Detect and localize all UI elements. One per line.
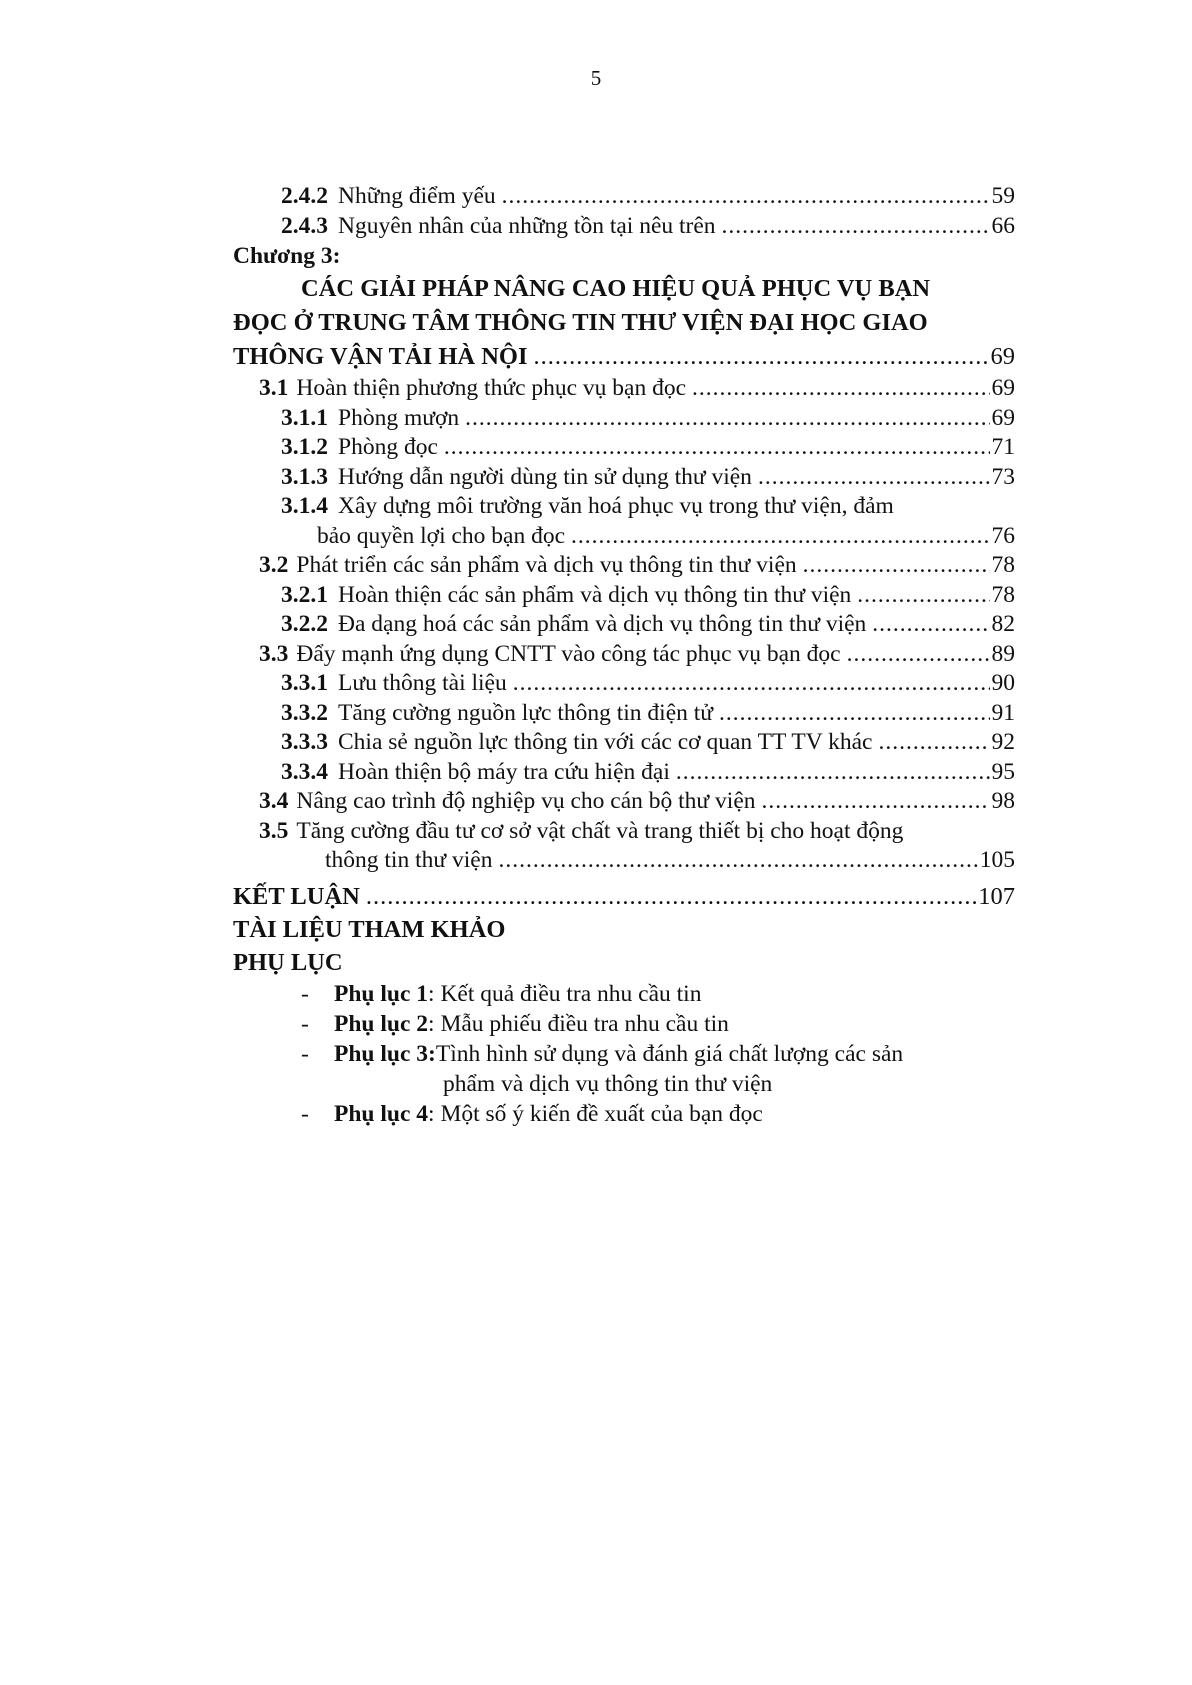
toc-entry-page: 78 (991, 552, 1015, 578)
appendix-label: Phụ lục 2 (334, 1010, 429, 1037)
toc-entry-title: Phòng mượn (338, 404, 460, 431)
toc-entry-title: KẾT LUẬN (233, 882, 360, 910)
appendix-item-1[interactable] (233, 979, 1015, 1009)
toc-entry-number: 2.4.2 (281, 183, 328, 209)
chapter-title-last: THÔNG VẬN TẢI HÀ NỘI (233, 343, 528, 370)
dot-leader (847, 640, 990, 670)
toc-entry-number: 2.4.3 (281, 212, 328, 239)
toc-entry-number: 3.2 (259, 552, 289, 578)
dot-leader (857, 581, 989, 611)
toc-entry-title-cont: bảo quyền lợi cho bạn đọc (317, 522, 566, 549)
appendix-separator: : (428, 1010, 441, 1037)
dot-leader (878, 728, 989, 758)
appendix-item-2[interactable] (233, 1009, 1015, 1039)
list-bullet: - (301, 1100, 309, 1127)
toc-entry-title: Đa dạng hoá các sản phẩm và dịch vụ thông tin thư viện (338, 611, 867, 637)
toc-entry-3-1-2[interactable] (233, 433, 1015, 463)
toc-entry-page: 91 (991, 699, 1015, 726)
toc-entry-page: 69 (990, 343, 1015, 370)
appendix-text: Kết quả điều tra nhu cầu tin (440, 980, 702, 1007)
toc-entry-number: 3.3.2 (281, 699, 328, 726)
appendix-label: Phụ lục 4 (334, 1100, 429, 1127)
toc-entry-3-2[interactable] (233, 551, 1015, 581)
toc-entry-title: Tăng cường đầu tư cơ sở vật chất và trang thiết bị cho hoạt động (296, 817, 904, 844)
toc-entry-3-2-2[interactable] (233, 610, 1015, 640)
toc-entry-title: Tăng cường nguồn lực thông tin điện tử (338, 699, 714, 726)
toc-entry-page: 89 (991, 640, 1015, 667)
toc-entry-number: 3.3.1 (281, 670, 328, 696)
toc-entry-page: 105 (979, 847, 1015, 873)
toc-entry-page: 59 (991, 183, 1015, 209)
toc-entry-page: 66 (991, 212, 1015, 239)
toc-entry-number: 3.3 (259, 640, 289, 667)
toc-entry-2-4-2[interactable] (233, 182, 1015, 212)
toc-entry-number: 3.4 (259, 788, 289, 814)
toc-entry-page: 69 (991, 375, 1015, 401)
toc-entry-title: Phòng đọc (338, 434, 438, 460)
chapter-title[interactable] (233, 272, 1015, 374)
toc-entry-title: Những điểm yếu (338, 183, 496, 209)
table-of-contents (233, 182, 1015, 1129)
dot-leader (498, 846, 977, 876)
toc-entry-3-1-4[interactable] (233, 492, 1015, 551)
appendix-label: Phụ lục 1 (334, 980, 429, 1007)
toc-entry-3-3[interactable] (233, 640, 1015, 670)
toc-entry-page: 90 (991, 670, 1015, 696)
toc-entry-page: 82 (991, 611, 1015, 637)
toc-entry-title: Hoàn thiện bộ máy tra cứu hiện đại (338, 758, 670, 785)
appendix-label: Phụ lục 3: (334, 1040, 436, 1067)
toc-entry-line-1 (233, 817, 1015, 847)
dot-leader (534, 340, 989, 374)
toc-entry-title: Hoàn thiện các sản phẩm và dịch vụ thông tin thư viện (338, 581, 852, 608)
dot-leader (571, 522, 989, 552)
toc-entry-title: Chia sẻ nguồn lực thông tin với các cơ quan TT TV khác (338, 729, 873, 755)
dot-leader (366, 880, 976, 913)
toc-entry-title: Hướng dẫn người dùng tin sử dụng thư viện (338, 463, 752, 490)
toc-entry-page: 69 (991, 404, 1015, 431)
toc-entry-title: Nâng cao trình độ nghiệp vụ cho cán bộ thư viện (296, 788, 756, 814)
toc-entry-number: 3.1.3 (281, 463, 328, 490)
appendix-text: Mẫu phiếu điều tra nhu cầu tin (440, 1010, 729, 1037)
toc-entry-number: 3.1.4 (281, 493, 328, 519)
appendix-text: Một số ý kiến đề xuất của bạn đọc (440, 1100, 763, 1127)
toc-entry-line-2 (233, 522, 1015, 552)
dot-leader (758, 463, 990, 493)
dot-leader (676, 758, 990, 788)
toc-entry-3-3-4[interactable] (233, 758, 1015, 788)
toc-entry-number: 3.1 (259, 375, 289, 401)
chapter-title-line-1: CÁC GIẢI PHÁP NÂNG CAO HIỆU QUẢ PHỤC VỤ BẠN (301, 275, 931, 302)
chapter-label: Chương 3: (233, 243, 341, 269)
toc-entry-number: 3.1.2 (281, 434, 328, 460)
toc-entry-title: Phát triển các sản phẩm và dịch vụ thông tin thư viện (296, 552, 797, 578)
toc-entry-3-4[interactable] (233, 787, 1015, 817)
page-number: 5 (590, 66, 602, 90)
dot-leader (692, 374, 989, 404)
toc-entry-3-3-2[interactable] (233, 699, 1015, 729)
toc-entry-title: Xây dựng môi trường văn hoá phục vụ trong thư viện, đảm (338, 493, 894, 519)
appendix-separator: : (428, 980, 441, 1007)
toc-entry-number: 3.1.1 (281, 404, 328, 431)
list-bullet: - (301, 1040, 309, 1067)
dot-leader (803, 551, 990, 581)
toc-entry-3-3-3[interactable] (233, 728, 1015, 758)
toc-entry-line-1 (233, 492, 1015, 522)
toc-entry-number: 3.3.4 (281, 758, 328, 785)
toc-entry-page: 71 (991, 434, 1015, 460)
toc-entry-title-cont: thông tin thư viện (325, 847, 493, 873)
toc-entry-3-5[interactable] (233, 817, 1015, 876)
dot-leader (502, 182, 990, 212)
toc-entry-title: Lưu thông tài liệu (338, 670, 507, 696)
toc-entry-page: 98 (991, 788, 1015, 814)
toc-entry-page: 78 (991, 581, 1015, 608)
appendix-line-1 (233, 1039, 1015, 1069)
appendix-heading[interactable]: PHỤ LỤC (233, 948, 343, 976)
appendix-text-cont: phẩm và dịch vụ thông tin thư viện (443, 1070, 773, 1097)
dot-leader (872, 610, 989, 640)
dot-leader (719, 699, 989, 729)
toc-entry-page: 76 (991, 522, 1015, 549)
toc-entry-page: 73 (991, 463, 1015, 490)
dot-leader (465, 404, 989, 434)
list-bullet: - (301, 1010, 309, 1037)
chapter-title-line-3 (233, 340, 1015, 374)
toc-entry-3-2-1[interactable] (233, 581, 1015, 611)
toc-entry-conclusion[interactable] (233, 880, 1015, 913)
toc-entry-page: 95 (991, 758, 1015, 785)
toc-entry-3-3-1[interactable] (233, 669, 1015, 699)
toc-entry-line-2 (233, 846, 1015, 876)
toc-entry-3-1[interactable] (233, 374, 1015, 404)
toc-entry-title: Đẩy mạnh ứng dụng CNTT vào công tác phục vụ bạn đọc (296, 640, 841, 667)
appendix-item-3[interactable] (233, 1039, 1015, 1099)
toc-entry-number: 3.2.1 (281, 581, 328, 608)
dot-leader (513, 669, 990, 699)
list-bullet: - (301, 980, 309, 1007)
toc-entry-number: 3.5 (259, 817, 289, 844)
toc-entry-3-1-3[interactable] (233, 463, 1015, 493)
appendix-separator: : (428, 1100, 441, 1127)
dot-leader (762, 787, 990, 817)
toc-entry-number: 3.2.2 (281, 611, 328, 637)
dot-leader (444, 433, 990, 463)
appendix-item-4[interactable] (233, 1099, 1015, 1129)
toc-entry-number: 3.3.3 (281, 729, 328, 755)
toc-entry-title: Hoàn thiện phương thức phục vụ bạn đọc (296, 375, 687, 401)
toc-entry-page: 92 (991, 729, 1015, 755)
chapter-title-line-2: ĐỌC Ở TRUNG TÂM THÔNG TIN THƯ VIỆN ĐẠI HỌC GIAO (233, 309, 928, 336)
toc-entry-2-4-3[interactable] (233, 212, 1015, 242)
dot-leader (722, 212, 990, 242)
toc-entry-page: 107 (978, 882, 1015, 910)
toc-entry-3-1-1[interactable] (233, 404, 1015, 434)
toc-entry-references[interactable]: TÀI LIỆU THAM KHẢO (233, 915, 506, 943)
appendix-text: Tình hình sử dụng và đánh giá chất lượng các sản (435, 1040, 904, 1067)
toc-entry-title: Nguyên nhân của những tồn tại nêu trên (338, 212, 716, 239)
